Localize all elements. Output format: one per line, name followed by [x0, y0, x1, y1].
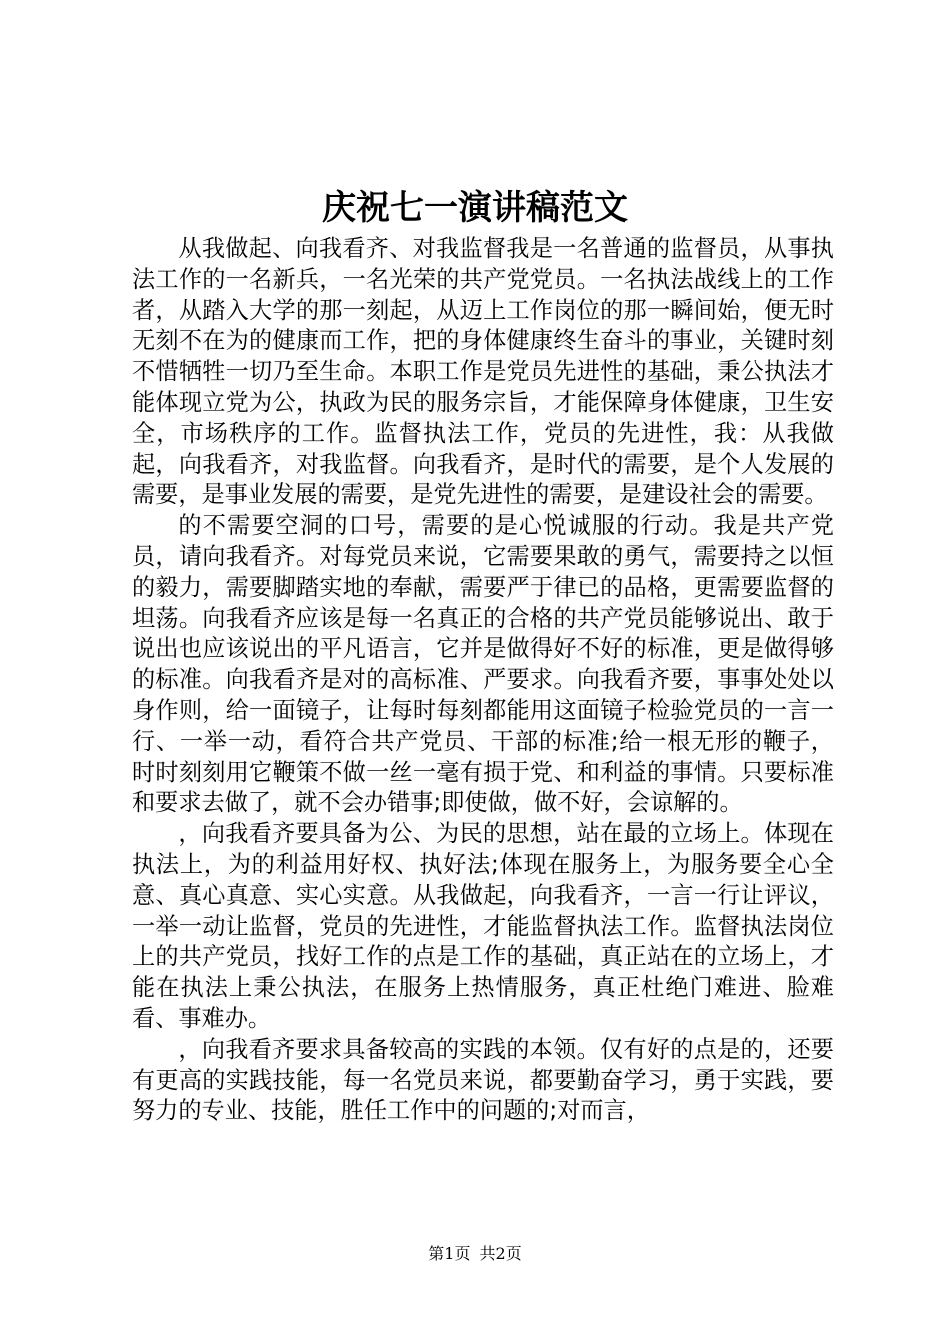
page-total: 共2页 [479, 1244, 522, 1263]
document-body [132, 234, 834, 1127]
paragraph-2: 的不需要空洞的口号，需要的是心悦诚服的行动。我是共产党员，请向我看齐。对每党员来说，它需要果敢的勇气，需要持之以恒的毅力，需要脚踏实地的奉献，需要严于律已的品格，更需要监督的坦荡。向我看齐应该是每一名真正的合格的共产党员能够说出、敢于说出也应该说出的平凡语言，它并是做得好不好的标准，更是做得够的标准。向我看齐是对的高标准、严要求。向我看齐要，事事处处以身作则，给一面镜子，让每时每刻都能用这面镜子检验党员的一言一行、一举一动，看符合共产党员、干部的标准;给一根无形的鞭子，时时刻刻用它鞭策不做一丝一毫有损于党、和利益的事情。只要标准和要求去做了，就不会办错事;即使做，做不好，会谅解的。 [132, 512, 834, 817]
paragraph-3: ，向我看齐要具备为公、为民的思想，站在最的立场上。体现在执法上，为的利益用好权、执好法;体现在服务上，为服务要全心全意、真心真意、实心实意。从我做起，向我看齐，一言一行让评议，一举一动让监督，党员的先进性，才能监督执法工作。监督执法岗位上的共产党员，找好工作的点是工作的基础，真正站在的立场上，才能在执法上秉公执法，在服务上热情服务，真正杜绝门难进、脸难看、事难办。 [132, 820, 834, 1032]
page-number: 第1页 [428, 1244, 471, 1263]
page-footer [0, 1244, 950, 1264]
paragraph-4: ，向我看齐要求具备较高的实践的本领。仅有好的点是的，还要有更高的实践技能，每一名党员来说，都要勤奋学习，勇于实践，要努力的专业、技能，胜任工作中的问题的;对而言， [132, 1035, 834, 1125]
paragraph-1: 从我做起、向我看齐、对我监督我是一名普通的监督员，从事执法工作的一名新兵，一名光荣的共产党党员。一名执法战线上的工作者，从踏入大学的那一刻起，从迈上工作岗位的那一瞬间始，便无时无刻不在为的健康而工作，把的身体健康终生奋斗的事业，关键时刻不惜牺牲一切乃至生命。本职工作是党员先进性的基础，秉公执法才能体现立党为公，执政为民的服务宗旨，才能保障身体健康，卫生安全，市场秩序的工作。监督执法工作，党员的先进性，我：从我做起，向我看齐，对我监督。向我看齐，是时代的需要，是个人发展的需要，是事业发展的需要，是党先进性的需要，是建设社会的需要。 [132, 235, 834, 509]
document-title: 庆祝七一演讲稿范文 [322, 188, 628, 228]
